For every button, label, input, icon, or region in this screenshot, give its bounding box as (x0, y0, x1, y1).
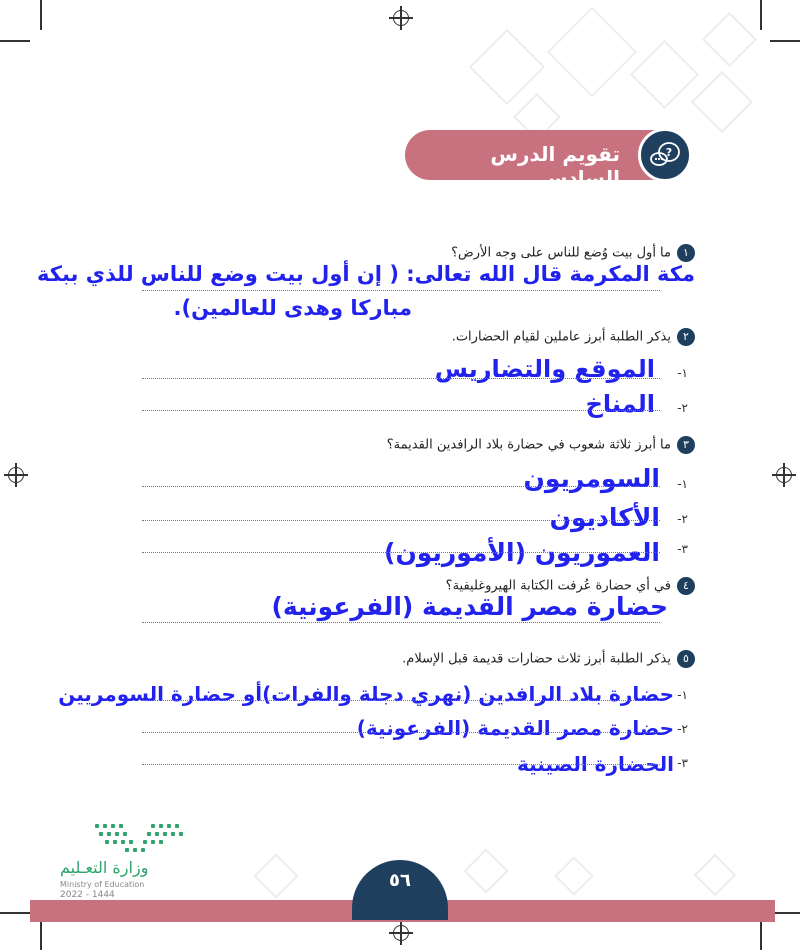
decorative-square (253, 853, 298, 898)
question-bubble-icon (638, 128, 692, 182)
registration-mark-icon (393, 925, 409, 941)
answer-2-2: المناخ (585, 390, 655, 418)
question-text: يذكر الطلبة أبرز عاملين لقيام الحضارات. (451, 329, 671, 345)
answer-dotted-line (142, 552, 660, 553)
decorative-square (630, 40, 699, 109)
answer-3-3: العموريون (الأموريون) (384, 538, 660, 567)
answer-dotted-line (142, 378, 660, 379)
list-marker: ٢- (677, 722, 688, 736)
question-text: ما أول بيت وُضع للناس على وجه الأرض؟ (451, 245, 671, 261)
crop-mark (0, 912, 30, 914)
answer-dotted-line (142, 732, 660, 733)
decorative-square (554, 856, 594, 896)
list-marker: ١- (677, 366, 688, 380)
question-3 (387, 436, 695, 454)
answer-1-line-2: مباركا وهدى للعالمين). (173, 296, 412, 320)
question-2 (452, 328, 695, 346)
registration-mark-icon (393, 10, 409, 26)
answer-1-line-1: مكة المكرمة قال الله تعالى: ( إن أول بيت وضع للناس للذي ببكة (37, 262, 695, 286)
answer-dotted-line (142, 290, 660, 291)
answer-dotted-line (142, 764, 660, 765)
question-5 (402, 650, 695, 668)
header-title: تقويم الدرس السادس (490, 142, 620, 190)
list-marker: ٢- (677, 401, 688, 415)
ministry-name-arabic: وزارة التعـليم (60, 858, 149, 877)
list-marker: ٣- (677, 756, 688, 770)
crop-mark (760, 0, 762, 30)
question-text: يذكر الطلبة أبرز ثلاث حضارات قديمة قبل الإسلام. (402, 651, 671, 667)
answer-5-1: حضارة بلاد الرافدين (نهري دجلة والفرات)أو حضارة السومريين (58, 682, 674, 706)
decorative-square (702, 12, 757, 67)
crop-mark (770, 40, 800, 42)
question-number-badge: ٤ (677, 577, 695, 595)
decorative-square (694, 854, 736, 896)
crop-mark (40, 0, 42, 30)
answer-3-2: الأكاديون (549, 503, 660, 532)
crop-mark (40, 920, 42, 950)
list-marker: ٣- (677, 542, 688, 556)
answer-2-1: الموقع والتضاريس (434, 355, 655, 383)
list-marker: ١- (677, 688, 688, 702)
answer-dotted-line (142, 520, 660, 521)
question-number-badge: ٥ (677, 650, 695, 668)
answer-3-1: السومريون (523, 464, 660, 493)
decorative-square (469, 29, 545, 105)
question-text: ما أبرز ثلاثة شعوب في حضارة بلاد الرافدين القديمة؟ (386, 437, 671, 453)
answer-dotted-line (142, 486, 660, 487)
registration-mark-icon (8, 467, 24, 483)
answer-dotted-line (142, 700, 660, 701)
question-number-badge: ٢ (677, 328, 695, 346)
question-text: في أي حضارة عُرفت الكتابة الهيروغليفية؟ (445, 578, 671, 594)
registration-mark-icon (776, 467, 792, 483)
decorative-square (463, 848, 508, 893)
question-number-badge: ١ (677, 244, 695, 262)
answer-dotted-line (142, 622, 660, 623)
list-marker: ٢- (677, 512, 688, 526)
ministry-logo-icon (95, 822, 190, 854)
ministry-year: 2022 - 1444 (60, 890, 115, 900)
answer-5-3: الحضارة الصينية (517, 752, 674, 776)
decorative-square (547, 7, 638, 98)
question-number-badge: ٣ (677, 436, 695, 454)
answer-dotted-line (142, 410, 660, 411)
ministry-name-english: Ministry of Education (60, 880, 145, 889)
answer-4: حضارة مصر القديمة (الفرعونية) (271, 592, 668, 621)
question-1 (451, 244, 695, 262)
decorative-square (691, 71, 753, 133)
svg-text:?: ? (665, 146, 673, 159)
crop-mark (0, 40, 30, 42)
answer-5-2: حضارة مصر القديمة (الفرعونية) (356, 716, 674, 740)
page-number: ٥٦ (389, 870, 411, 891)
crop-mark (760, 920, 762, 950)
list-marker: ١- (677, 477, 688, 491)
